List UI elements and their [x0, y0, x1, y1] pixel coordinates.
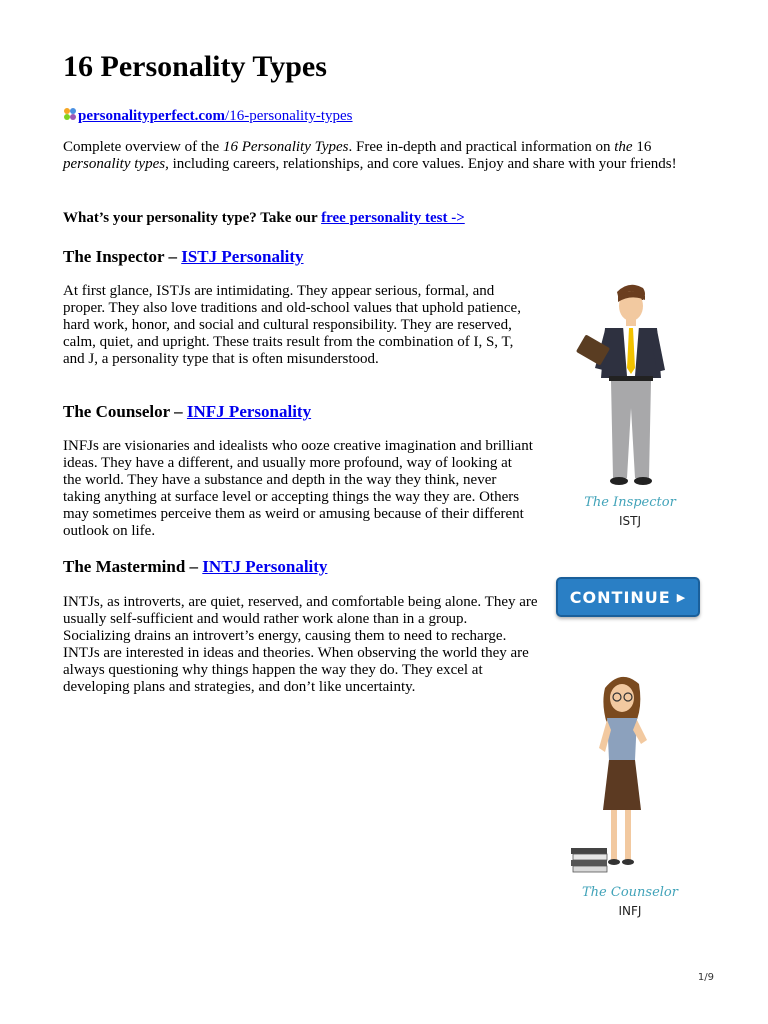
continue-label: CONTINUE — [569, 587, 671, 607]
page-number: 1/9 — [697, 972, 714, 983]
heading-counselor: The Counselor – INFJ Personality — [63, 402, 312, 421]
inspector-figure — [565, 278, 695, 528]
paragraph-inspector: At first glance, ISTJs are intimidating. They appear serious, formal, and proper. They also love traditions and old-school values that uphold patience, hard work, honor, and social and cultural responsibility. They are reserved, calm, quiet, and upright. These traits result from the combination of I, S, T, and J, a personality type that is often misunderstood. — [63, 283, 521, 367]
test-prompt: What’s your personality type? Take our free personality test -> — [63, 210, 465, 226]
source-line — [63, 107, 353, 125]
inspector-caption-name: The Inspector — [584, 495, 676, 510]
infj-link[interactable]: INFJ Personality — [186, 402, 312, 421]
page-title: 16 Personality Types — [63, 50, 327, 83]
site-favicon-icon — [63, 107, 77, 121]
free-test-link[interactable]: free personality test -> — [321, 210, 465, 226]
source-link[interactable]: personalityperfect.com/16-personality-types — [78, 108, 353, 124]
counselor-caption-code: INFJ — [618, 904, 642, 918]
counselor-caption-name: The Counselor — [582, 885, 678, 900]
inspector-caption-code: ISTJ — [618, 514, 642, 528]
paragraph-counselor: INFJs are visionaries and idealists who ooze creative imagination and brilliant ideas. They have a different, and usually more profound, way of looking at the world. They have a substance and depth in the way they think, never taking anything at surface level or accepting things the way they are. Others may sometimes perceive them as weird or amusing because of their different outlook on life. — [63, 438, 533, 539]
intro-paragraph: Complete overview of the 16 Personality Types. Free in-depth and practical information on the 16 personality types, including careers, relationships, and core values. Enjoy and share with your friends! — [63, 139, 677, 172]
counselor-illustration — [565, 668, 695, 878]
inspector-illustration — [565, 278, 695, 488]
chevron-right-icon: ▶ — [676, 590, 687, 604]
continue-button[interactable] — [556, 577, 700, 617]
istj-link[interactable]: ISTJ Personality — [181, 247, 304, 266]
heading-mastermind: The Mastermind – INTJ Personality — [63, 557, 328, 576]
paragraph-mastermind: INTJs, as introverts, are quiet, reserved, and comfortable being alone. They are usually self-sufficient and would rather work alone than in a group. Socializing drains an introvert’s energy, causing them to need to recharge. INTJs are interested in ideas and theories. When observing the world they are always questioning why things happen the way they do. They excel at developing plans and strategies, and don’t like uncertainty. — [63, 594, 538, 695]
counselor-figure — [565, 668, 695, 923]
heading-inspector: The Inspector – ISTJ Personality — [63, 247, 304, 266]
intj-link[interactable]: INTJ Personality — [202, 557, 328, 576]
